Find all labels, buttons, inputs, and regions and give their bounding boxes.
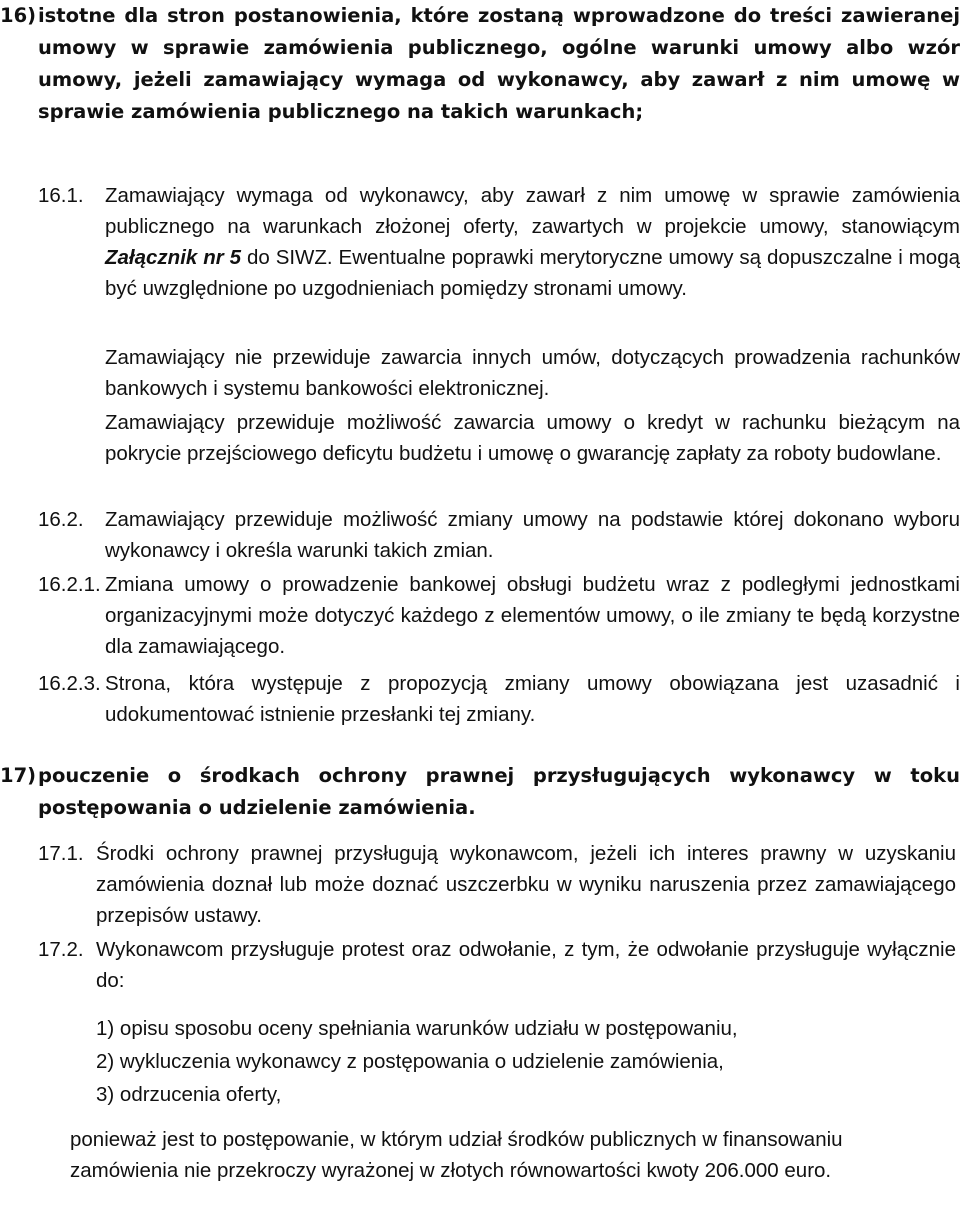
- item-text: Strona, która występuje z propozycją zmiany umowy obowiązana jest uzasadnić i udokumentować istnienie przesłanki tej zmiany.: [105, 672, 960, 726]
- item-16-2-3: [38, 668, 960, 730]
- item-text: Wykonawcom przysługuje protest oraz odwołanie, z tym, że odwołanie przysługuje wyłącznie do:: [96, 938, 956, 992]
- item-number: 16.2.: [38, 508, 84, 531]
- item-number: 16.2.3.: [38, 672, 101, 695]
- section-heading-text: istotne dla stron postanowienia, które zostaną wprowadzone do treści zawieranej umowy w sprawie zamówienia publicznego, ogólne warunki umowy albo wzór umowy, jeżeli zamawiający wymaga od wykonawcy, aby zawarł z nim umowę w sprawie zamówienia publicznego na takich warunkach;: [38, 4, 960, 123]
- item-number: 17.1.: [38, 842, 84, 865]
- item-17-1: [38, 838, 956, 931]
- item-16-1: [38, 180, 960, 304]
- section-number: 16): [0, 4, 37, 27]
- list-item: 1) opisu sposobu oceny spełniania warunków udziału w postępowaniu,: [96, 1017, 738, 1040]
- item-text-part: do SIWZ. Ewentualne poprawki merytoryczne umowy są dopuszczalne i mogą być uwzględnione po uzgodnieniach pomiędzy stronami umowy.: [105, 246, 960, 300]
- section-16-heading: [0, 0, 960, 128]
- closing-paragraph: ponieważ jest to postępowanie, w którym udział środków publicznych w finansowaniu zamówienia nie przekroczy wyrażonej w złotych równowartości kwoty 206.000 euro.: [70, 1128, 843, 1182]
- list-item: 2) wykluczenia wykonawcy z postępowania o udzielenie zamówienia,: [96, 1050, 724, 1073]
- item-16-2: [38, 504, 960, 566]
- attachment-reference: Załącznik nr 5: [105, 246, 242, 269]
- item-17-2: [38, 934, 956, 996]
- paragraph-credit-agreement: Zamawiający przewiduje możliwość zawarcia umowy o kredyt w rachunku bieżącym na pokrycie przejściowego deficytu budżetu i umowę o gwarancję zapłaty za roboty budowlane.: [105, 411, 960, 465]
- list-item: 3) odrzucenia oferty,: [96, 1083, 282, 1106]
- section-number: 17): [0, 764, 37, 787]
- item-text: Środki ochrony prawnej przysługują wykonawcom, jeżeli ich interes prawny w uzyskaniu zamówienia doznał lub może doznać uszczerbku w wyniku naruszenia przez zamawiającego przepisów ustawy.: [96, 842, 956, 927]
- paragraph-no-other-contracts: Zamawiający nie przewiduje zawarcia innych umów, dotyczących prowadzenia rachunków bankowych i systemu bankowości elektronicznej.: [105, 346, 960, 400]
- item-text-part: Zamawiający wymaga od wykonawcy, aby zawarł z nim umowę w sprawie zamówienia publicznego na warunkach złożonej oferty, zawartych w projekcie umowy, stanowiącym: [105, 184, 960, 238]
- item-text: Zmiana umowy o prowadzenie bankowej obsługi budżetu wraz z podległymi jednostkami organizacyjnymi może dotyczyć każdego z elementów umowy, o ile zmiany te będą korzystne dla zamawiającego.: [105, 573, 960, 658]
- item-number: 16.2.1.: [38, 573, 101, 596]
- appeal-scope-list: [96, 1012, 916, 1111]
- section-heading-text: pouczenie o środkach ochrony prawnej przysługujących wykonawcy w toku postępowania o udzielenie zamówienia.: [38, 764, 960, 819]
- item-number: 16.1.: [38, 184, 84, 207]
- item-number: 17.2.: [38, 938, 84, 961]
- item-text: Zamawiający przewiduje możliwość zmiany umowy na podstawie której dokonano wyboru wykonawcy i określa warunki takich zmian.: [105, 508, 960, 562]
- section-17-heading: [0, 760, 960, 824]
- item-text: [105, 180, 960, 304]
- item-16-2-1: [38, 569, 960, 662]
